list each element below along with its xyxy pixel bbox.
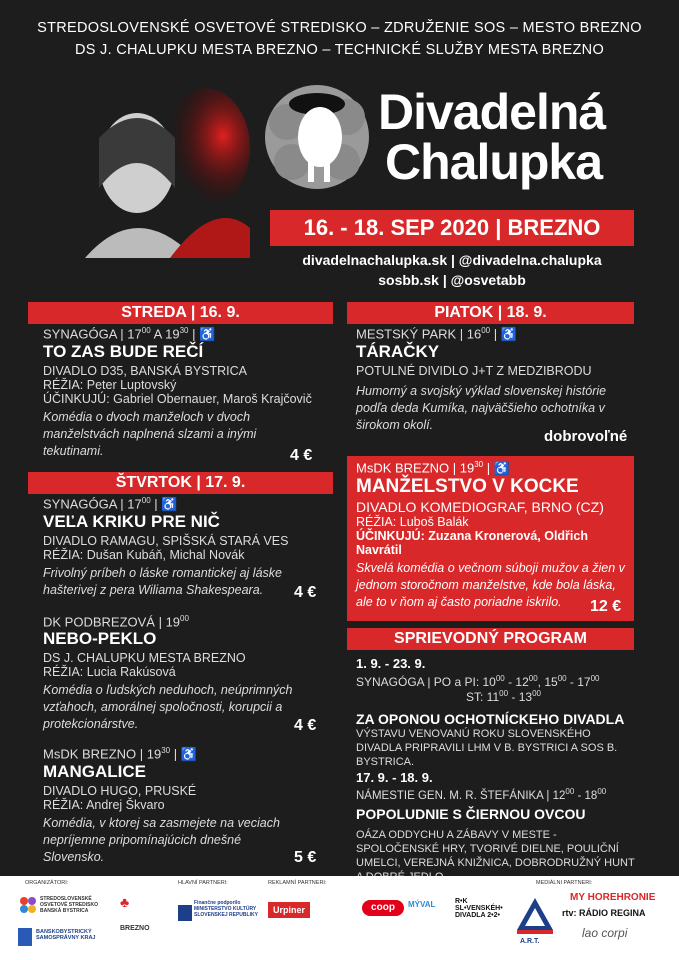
event-price: 4 €	[294, 584, 317, 601]
sheep-logo	[262, 82, 372, 192]
event-director: RÉŽIA: Lucia Rakúsová	[43, 665, 176, 680]
art-logo-icon	[515, 896, 555, 936]
event-cast: ÚČINKUJÚ: Zuzana Kronerová, Oldřich Navrátil	[356, 529, 588, 558]
festival-title-line-2: Chalupka	[385, 134, 603, 190]
event-description: Humorný a svojský výklad slovenskej histórie podľa deda Kumíka, najväčšieho ochotníka v širokom okolí.	[356, 384, 607, 433]
slovak-crest-icon	[178, 905, 192, 921]
day-header-piatok: PIATOK | 18. 9.	[347, 302, 634, 324]
day-header-streda: STREDA | 16. 9.	[28, 302, 333, 324]
program-text: OÁZA ODDYCHU A ZÁBAVY V MESTE - SPOLOČENSKÉ HRY, TVORIVÉ DIELNE, POULIČNÍ UMELCI, VEREJNÁ KNIŽNICA, DOBRODRUŽNÝ HUNT	[356, 828, 635, 869]
program-header: SPRIEVODNÝ PROGRAM	[347, 628, 634, 650]
event-company: DIVADLO RAMAGU, SPIŠSKÁ STARÁ VES	[43, 534, 289, 549]
event-director: RÉŽIA: Dušan Kubáň, Michal Novák	[43, 548, 245, 563]
event-title: TÁRAČKY	[356, 342, 440, 362]
event-director: RÉŽIA: Luboš Balák	[356, 515, 469, 530]
event-taracky	[356, 326, 636, 434]
sos-logo-icon	[18, 895, 38, 915]
date-banner: 16. - 18. SEP 2020 | BREZNO	[270, 210, 634, 246]
social-links-1[interactable]: divadelnachalupka.sk | @divadelna.chalupka	[302, 252, 602, 268]
ds-chalupka-logo-icon: ♣	[120, 894, 130, 910]
event-director: RÉŽIA: Peter Luptovský	[43, 378, 177, 393]
event-venue: SYNAGÓGA | $17^{00}$ | ♿	[43, 496, 178, 512]
lao-corpi-logo: lao corpi	[582, 926, 628, 940]
main-partners-label: HLAVNÍ PARTNERI:	[178, 880, 228, 886]
partners-footer	[0, 876, 679, 960]
event-price: 5 €	[294, 849, 317, 866]
event-description: Skvelá komédia o večnom súboji mužov a žien v jednom storočnom manželstve, kde bola láska, ale to v ňom aj často poriadne iskrilo.	[356, 561, 625, 610]
festival-title-line-1: Divadelná	[378, 84, 606, 140]
urpiner-logo: Urpiner	[268, 902, 310, 918]
event-company: DS J. CHALUPKU MESTA BREZNO	[43, 651, 246, 666]
program-event-2	[356, 770, 636, 884]
event-mangalice	[43, 746, 333, 866]
event-title: VEĽA KRIKU PRE NIČ	[43, 512, 220, 532]
social-links-2[interactable]: sosbb.sk | @osvetabb	[378, 272, 526, 288]
event-company: DIVADLO HUGO, PRUSKÉ	[43, 784, 197, 799]
event-price: 4 €	[294, 717, 317, 734]
organizers-label: ORGANIZÁTORI:	[25, 880, 69, 886]
ad-partners-label: REKLAMNÍ PARTNERI:	[268, 880, 327, 886]
radio-regina-logo: rtv: RÁDIO REGINA	[562, 908, 646, 918]
event-venue: MsDK BREZNO | $19^{30}$ | ♿	[43, 746, 197, 762]
organizers-line-2: DS J. CHALUPKU MESTA BREZNO – TECHNICKÉ SLUŽBY MESTA BREZNO	[74, 42, 605, 58]
event-director: RÉŽIA: Andrej Škvaro	[43, 798, 165, 813]
event-company: POTULNÉ DIVIDLO J+T Z MEDZIBRODU	[356, 364, 592, 379]
event-description: Komédia o ľudských neduhoch, neúprimných vzťahoch, amorálnej spoločnosti, korupcii a protekcionárstve.	[43, 683, 293, 732]
event-title: NEBO-PEKLO	[43, 629, 157, 649]
program-text: VÝSTAVU VENOVANÚ ROKU SLOVENSKÉHO DIVADLA PRIPRAVILI LHM V B. BYSTRICI A SOS B. BYSTRICA.	[356, 728, 618, 768]
event-venue: SYNAGÓGA | $17^{00}$ A $19^{30}$ | ♿	[43, 326, 216, 342]
bbsk-crest-icon	[18, 928, 32, 946]
event-company: DIVADLO KOMEDIOGRAF, BRNO (CZ)	[356, 499, 604, 516]
event-company: DIVADLO D35, BANSKÁ BYSTRICA	[43, 364, 247, 379]
program-title: POPOLUDNIE S ČIERNOU OVCOU	[356, 805, 586, 822]
event-description: Komédia o dvoch manželoch v dvoch manželstvách naplnená slzami a inými tekutinami.	[43, 410, 257, 459]
event-title: MANŽELSTVO V KOCKE	[356, 476, 579, 498]
program-title: ZA OPONOU OCHOTNÍCKEHO DIVADLA	[356, 711, 625, 727]
brezno-logo: BREZNO	[120, 925, 150, 932]
organizers-line-1: STREDOSLOVENSKÉ OSVETOVÉ STREDISKO – ZDRUŽENIE SOS – MESTO BREZNO	[37, 20, 642, 36]
event-manzelstvo-v-kocke	[356, 460, 631, 611]
program-date: 17. 9. - 18. 9.	[356, 770, 433, 785]
event-description: Komédia, v ktorej sa zasmejete na veciach nepríjemne pripomínajúcich dnešné Slovensko.	[43, 816, 280, 865]
ministry-logo: Finančne podporilo MINISTERSTVO KULTÚRY SLOVENSKEJ REPUBLIKY	[194, 900, 258, 918]
myval-logo: MÝVAL	[408, 900, 436, 909]
rok-divadla-logo: R•K SL•VENSKÉH• DIVADLA 2•2•	[455, 898, 503, 919]
program-hours-1: SYNAGÓGA | PO a PI: $10^{00} - 12^{00}$, $15^{00} - 17^{00}$	[356, 674, 600, 689]
program-place: NÁMESTIE GEN. M. R. ŠTEFÁNIKA | $12^{00} - 18^{00}$	[356, 787, 607, 802]
art-logo: A.R.T.	[520, 938, 540, 945]
event-venue: DK PODBREZOVÁ | $19^{00}$	[43, 614, 189, 630]
event-vela-kriku	[43, 496, 333, 599]
event-venue: MESTSKÝ PARK | $16^{00}$ | ♿	[356, 326, 517, 342]
event-nebo-peklo	[43, 614, 333, 733]
coop-logo: coop	[362, 900, 404, 916]
event-to-zas-bude-reci	[43, 326, 333, 460]
day-header-stvrtok: ŠTVRTOK | 17. 9.	[28, 472, 333, 494]
event-description: Frivolný príbeh o láske romantickej aj láske hašterivej z pera Wiliama Shakespeara.	[43, 566, 282, 598]
event-cast: ÚČINKUJÚ: Gabriel Obernauer, Maroš Krajčovič	[43, 392, 312, 407]
event-price: 4 €	[290, 447, 313, 464]
program-date: 1. 9. - 23. 9.	[356, 656, 426, 671]
bbsk-logo: BANSKOBYSTRICKÝ SAMOSPRÁVNY KRAJ	[36, 929, 96, 941]
actor-photo	[75, 78, 250, 258]
event-title: TO ZAS BUDE REČÍ	[43, 342, 204, 362]
sos-logo: STREDOSLOVENSKÉ OSVETOVÉ STREDISKO BANSKÁ BYSTRICA	[40, 896, 98, 914]
program-hours-2: ST: $11^{00} - 13^{00}$	[466, 689, 541, 704]
event-price: 12 €	[590, 598, 622, 615]
event-venue: MsDK BREZNO | $19^{30}$ | ♿	[356, 460, 510, 476]
media-partners-label: MEDIÁLNI PARTNERI:	[536, 880, 593, 886]
event-price: dobrovoľné	[544, 428, 628, 445]
myhorehronie-logo: MY HOREHRONIE	[570, 892, 656, 903]
program-event-1	[356, 656, 636, 769]
event-title: MANGALICE	[43, 762, 146, 782]
